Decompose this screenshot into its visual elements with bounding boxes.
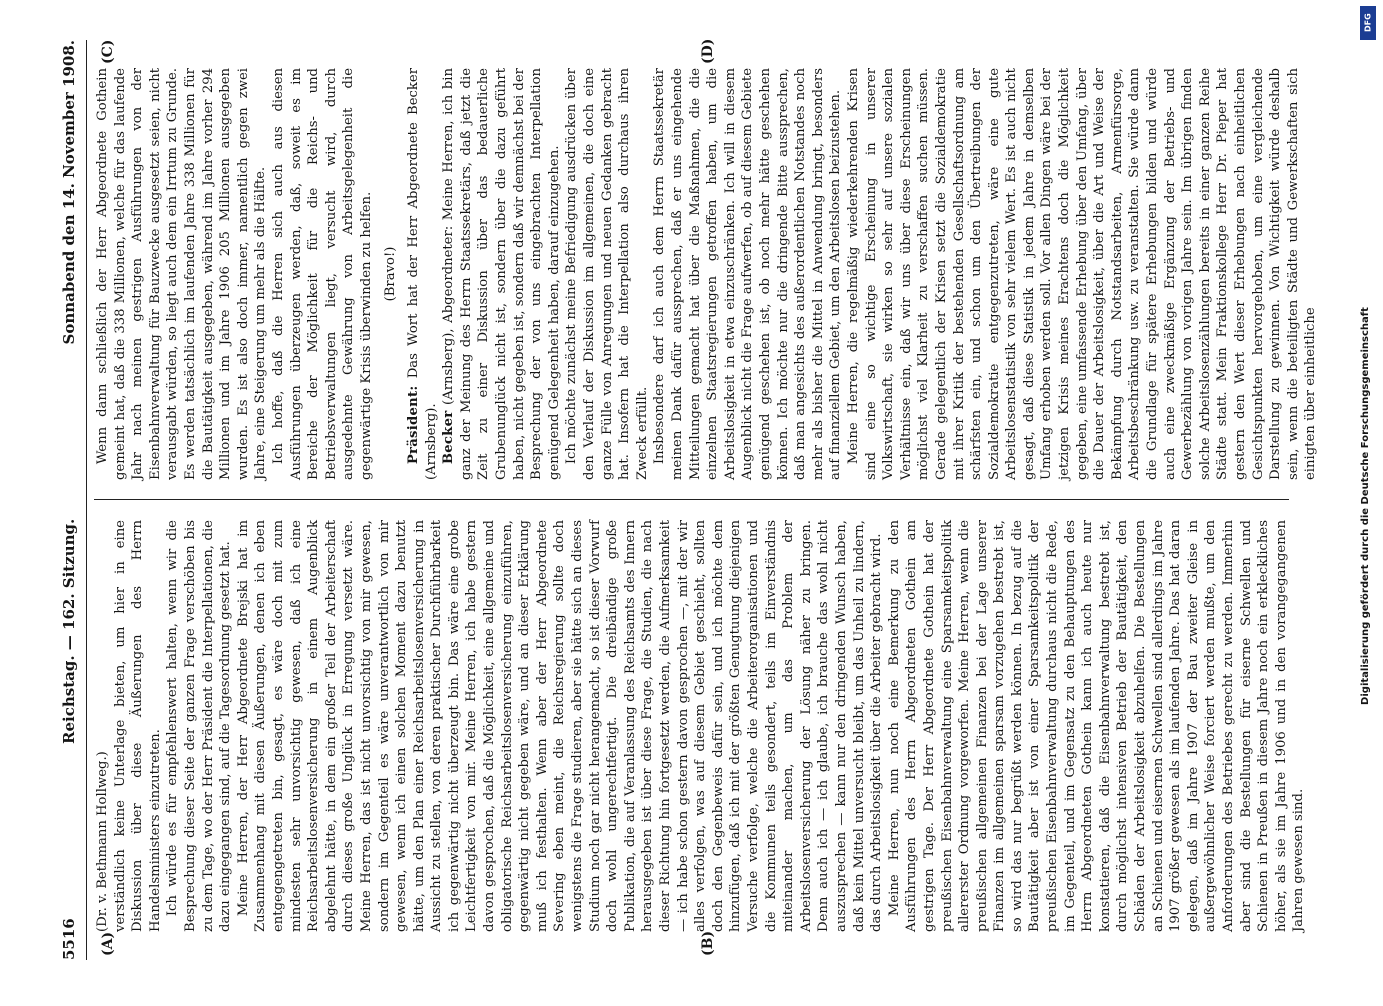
paragraph: Meine Herren, der Herr Abgeordnete Brejski hat im Zusammenhang mit diesen Äußerungen, denen ich eben entgegengetreten bin, gesagt, es wäre doch mit zum mindesten sehr unvorsichtig gewesen, daß ich eine Reichsarbeitslosenversicherung in einem Augenblick abgelehnt hätte, in dem ein großer Teil der Arbeiterschaft durch dieses große Unglück in Erregung versetzt wäre. Meine Herren, das ist nicht unvorsichtig von mir gewesen, sondern im Gegenteil es wäre unverantwortlich von mir gewesen, wenn ich einen solchen Moment dazu benutzt hätte, um den Plan einer Reichsarbeitslosenversicherung in Aussicht zu stellen, von deren praktischer Durchführbarkeit ich gegenwärtig nicht überzeugt bin. Das wäre eine grobe Leichtfertigkeit von mir. Meine Herren, ich habe gestern davon gesprochen, daß die Möglichkeit, eine allgemeine und obligatorische Reichsarbeitslosenversicherung einzuführen, gegenwärtig nicht gegeben wäre, und an dieser Erklärung muß ich festhalten. Wenn aber der Herr Abgeordnete Severing eben meint, die Reichsregierung sollte doch wenigstens die Frage studieren, aber sie hätte sich an dieses Studium noch gar nicht herangemacht, so ist dieser Vorwurf doch wohl ungerechtfertigt. Die dreibändige große Publikation, die auf Veranlassung des Reichsamts des Innern herausgegeben ist über diese Frage, die Studien, die nach dieser Richtung hin fortgesetzt werden, die Aufmerksamkeit — ich habe schon gestern davon gesprochen —, mit der wir alles verfolgen, was auf diesem Gebiet geschieht, sollten doch den Gegenbeweis dafür sein, und ich möchte dem hinzufügen, daß ich mit der größten Genugtuung diejenigen Versuche verfolge, welche die Arbeiterorganisationen und die Kommunen teils gesondert, teils im Einverständnis miteinander machen, um das Problem der Arbeitslosenversicherung der Lösung näher zu bringen. Denn auch ich — ich glaube, ich brauche das wohl nicht auszusprechen — kann nur den dringenden Wunsch haben, daß kein Mittel unversucht bleibt, um das Unheil zu lindern, das durch Arbeitslosigkeit über die Arbeiter gebracht wird. [235, 520, 885, 932]
digitization-credit [1349, 0, 1383, 1000]
paragraph: Ich möchte zunächst meine Befriedigung ausdrücken über den Verlauf der Diskussion im allgemeinen, die doch eine ganze Fülle von Anregungen und neuen Gedanken gebracht hat. Insofern hat die Interpellation also durchaus ihren Zweck erfüllt. [564, 68, 650, 480]
speech-text: Das Wort hat der Herr Abgeordnete Becker (Arnsberg). [406, 68, 439, 480]
applause-note: (Bravo!) [382, 246, 398, 302]
margin-letter-a: (A) [100, 931, 116, 956]
paragraph: Ich würde es für empfehlenswert halten, wenn wir die Besprechung dieser Seite der ganzen Frage verschöben bis zu dem Tage, wo der Herr Präsident die Interpellationen, die dazu eingegangen sind, auf die Tagesordnung gesetzt hat. [165, 520, 234, 932]
speaker-name: Becker [441, 410, 457, 465]
paragraph: Insbesondere darf ich auch dem Herrn Staatssekretär meinen Dank dafür aussprechen, daß er uns eingehende Mitteilungen gemacht hat über die Maßnahmen, die die einzelnen Staatsregierungen getroffen haben, um die Arbeitslosigkeit in etwa einzuschränken. Ich will in diesem Augenblick nicht die Frage aufwerfen, ob auf diesem Gebiete genügend geschehen ist, ob noch mehr hätte geschehen können. Ich möchte nur die dringende Bitte aussprechen, daß man angesichts des außerordentlichen Notstandes noch mehr als bisher die Mittel in Anwendung bringt, besonders auf finanziellem Gebiet, um den Arbeitslosen beizustehen. [652, 68, 844, 480]
right-column [94, 68, 1319, 480]
session-date: Sonnabend den 14. November 1908. [60, 40, 78, 345]
dfg-logo: DFG [1360, 6, 1376, 40]
credit-text: Digitalisierung gefördert durch die Deutsche Forschungsgemeinschaft [1360, 307, 1371, 705]
speaker-name: Präsident: [406, 385, 422, 465]
president-remark [405, 68, 440, 480]
paragraph: Meine Herren, die regelmäßig wiederkehrenden Krisen sind eine so wichtige Erscheinung in unserer Volkswirtschaft, sie wirken so sehr auf unsere sozialen Verhältnisse ein, daß wir uns über diese Erscheinungen möglichst viel Klarheit zu verschaffen suchen müssen. Gerade gelegentlich der Krisen setzt die Sozialdemokratie mit ihrer Kritik der bestehenden Gesellschaftsordnung am schärfsten ein, und schon um den Übertreibungen der Sozialdemokratie entgegenzutreten, wäre eine gute Arbeitslosenstatistik von sehr vielem Wert. Es ist auch nicht gesagt, daß diese Statistik in jedem Jahre in demselben Umfang erhoben werden soll. Vor allen Dingen wäre bei der jetzigen Krisis meines Erachtens doch die Möglichkeit gegeben, eine umfassende Erhebung über den Umfang, über die Dauer der Arbeitslosigkeit, über die Art und Weise der Bekämpfung durch Notstandsarbeiten, Armenfürsorge, Arbeitsbeschränkung usw. zu veranstalten. Sie würde dann die Grundlage für spätere Erhebungen bilden und würde auch eine zweckmäßige Ergänzung der Betriebs- und Gewerbezählung von vorigen Jahre sein. Im übrigen finden solche Arbeitslosenzählungen bereits in einer ganzen Reihe Städte statt. Mein Fraktionskollege Herr Dr. Pieper hat gestern den Wert dieser Erhebungen nach einheitlichen Gesichtspunkten hervorgehoben, um eine vergleichende Darstellung zu gewinnen. Von Wichtigkeit würde deshalb sein, wenn die beteiligten Städte und Gewerkschaften sich einigten über einheitliche [845, 68, 1319, 480]
speaker-continuation: (Dr. v. Bethmann Hollweg.) [95, 751, 110, 932]
paragraph: Ich hoffe, daß die Herren sich auch aus diesen Ausführungen überzeugen werden, daß, soweit es im Bereiche der Möglichkeit für die Reichs- und Betriebsverwaltungen liegt, versucht wird, durch ausgedehnte Gewährung von Arbeitsgelegenheit die gegenwärtige Krisis überwinden zu helfen. [270, 68, 374, 480]
page-number: 5516 [60, 918, 78, 960]
margin-letter-c: (C) [100, 39, 116, 64]
speech-text: (Arnsberg), Abgeordneter: Meine Herren, ich bin ganz der Meinung des Herrn Staatssekretärs, daß jetzt die Zeit zu einer Diskussion über das bedauerliche Grubenunglück nicht ist, sondern über die dazu geführt haben, nicht gegeben ist, sondern daß wir demnächst bei der Besprechung der von uns eingebrachten Interpellation genügend Gelegenheit haben, darauf einzugehen. [441, 68, 562, 480]
paragraph: verständlich keine Unterlage bieten, um hier in eine Diskussion über diese Äußerungen des Herrn Handelsministers einzutreten. [112, 520, 163, 932]
left-column [94, 520, 1307, 932]
paragraph: Meine Herren, nun noch eine Bemerkung zu den Ausführungen des Herrn Abgeordneten Gothein am gestrigen Tage. Der Herr Abgeordnete Gothein hat der preußischen Eisenbahnverwaltung eine Sparsamkeitspolitik allererster Ordnung vorgeworfen. Meine Herren, wenn die preußischen allgemeinen Finanzen bei der Lage unserer Finanzen im allgemeinen sparsam vorzugehen bestrebt ist, so wird das nur begrüßt werden können. In bezug auf die Bautätigkeit aber ist von einer Sparsamkeitspolitik der preußischen Eisenbahnverwaltung durchaus nicht die Rede, im Gegenteil, und im Gegensatz zu den Behauptungen des Herrn Abgeordneten Gothein kann ich auch heute nur konstatieren, daß die Eisenbahnverwaltung bestrebt ist, durch möglichst intensiven Betrieb der Bautätigkeit, den Schäden der Arbeitslosigkeit abzuhelfen. Die Bestellungen an Schienen und eisernen Schwellen sind allerdings im Jahre 1907 größer gewesen als im laufenden Jahre. Das hat daran gelegen, daß im Jahre 1907 der Bau zweiter Gleise in außergewöhnlicher Weise forciert werden mußte, um den Anforderungen des Betriebes gerecht zu werden. Immerhin aber sind die Bestellungen für eiserne Schwellen und Schienen in Preußen in diesem Jahre noch ein erkleckliches höher, als sie im Jahre 1906 und in den vorangegangenen Jahren gewesen sind. [886, 520, 1307, 932]
margin-letter-b: (B) [700, 930, 716, 956]
session-title: Reichstag. — 162. Sitzung. [60, 518, 78, 744]
header-rule [86, 40, 87, 960]
paragraph: Wenn dann schließlich der Herr Abgeordnete Gothein gemeint hat, daß die 338 Millionen, welche für das laufende Jahr nach meinen gestrigen Ausführungen von der Eisenbahnverwaltung für Bauzwecke ausgesetzt seien, nicht verausgabt würden, so liegt auch dem ein Irrtum zu Grunde. Es werden tatsächlich im laufenden Jahre 338 Millionen für die Bautätigkeit ausgegeben, während im Jahre vorher 294 Millionen und im Jahre 1906 205 Millionen ausgegeben wurden. Es ist also doch immer, namentlich gegen zwei Jahre, eine Steigerung um mehr als die Hälfte. [95, 68, 269, 480]
becker-speech-start [440, 68, 563, 480]
rotated-page [60, 38, 1319, 960]
column-divider [94, 499, 1289, 500]
margin-letter-d: (D) [700, 38, 716, 64]
page-header [60, 40, 84, 960]
